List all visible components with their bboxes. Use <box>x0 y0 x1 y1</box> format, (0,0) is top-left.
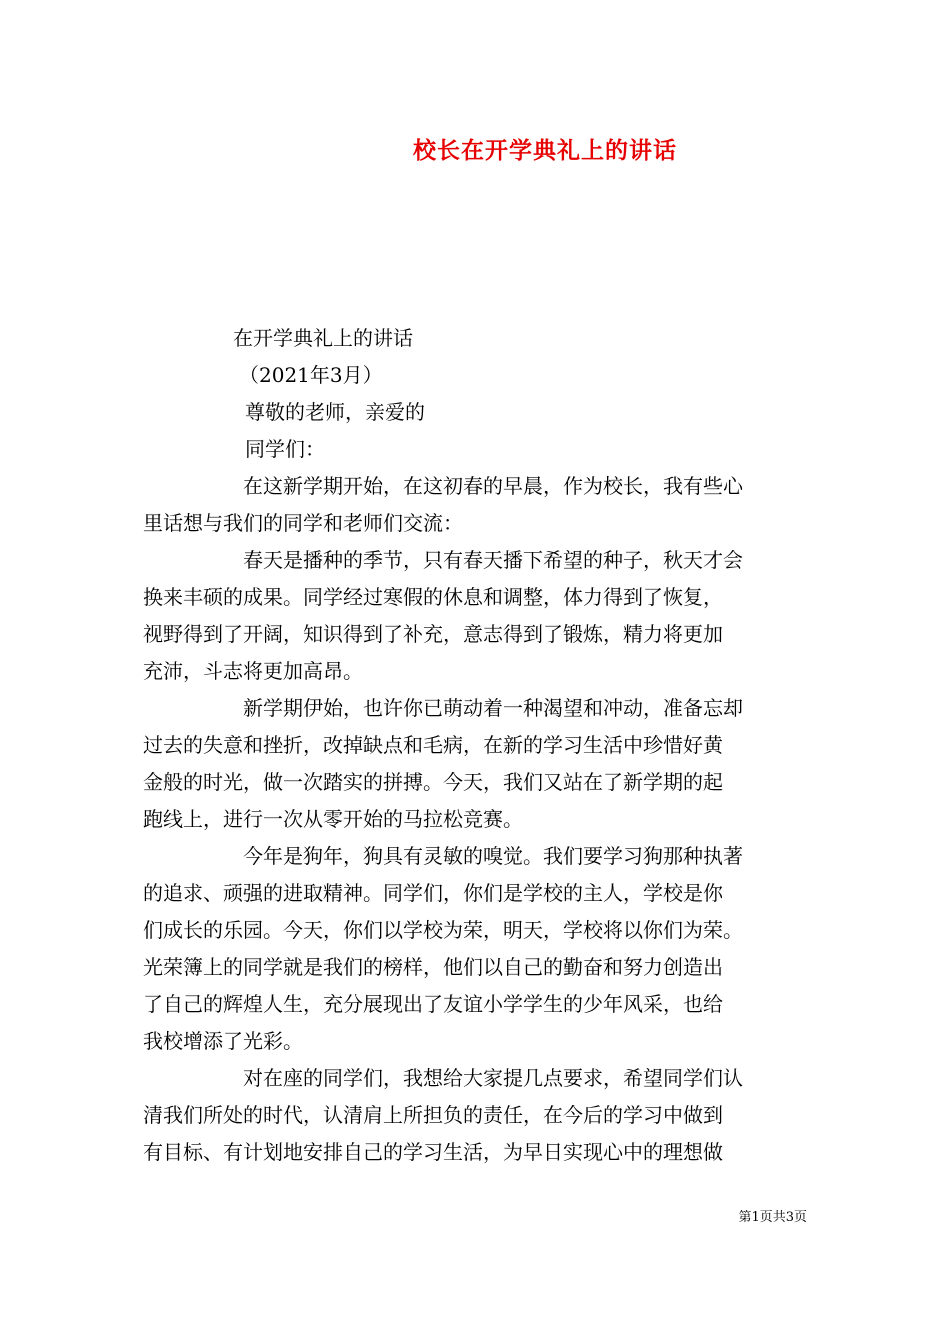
paragraph-line: 的追求、顽强的进取精神。同学们，你们是学校的主人，学校是你 <box>143 881 723 905</box>
paragraph <box>143 542 808 690</box>
heading-line: 在开学典礼上的讲话 <box>233 326 413 350</box>
paragraph-line: 里话想与我们的同学和老师们交流： <box>143 511 463 535</box>
page-indicator: 第1页共3页 <box>738 1210 807 1225</box>
salutation-line: 尊敬的老师，亲爱的 <box>245 400 425 424</box>
paragraph <box>143 468 808 542</box>
paragraph-line: 充沛，斗志将更加高昂。 <box>143 659 363 683</box>
paragraph-line: 过去的失意和挫折，改掉缺点和毛病，在新的学习生活中珍惜好黄 <box>143 733 723 757</box>
paragraph-line: 们成长的乐园。今天，你们以学校为荣，明天，学校将以你们为荣。 <box>143 918 743 942</box>
paragraph-line: 光荣簿上的同学就是我们的榜样，他们以自己的勤奋和努力创造出 <box>143 955 723 979</box>
paragraph-line: 了自己的辉煌人生，充分展现出了友谊小学学生的少年风采，也给 <box>143 992 723 1016</box>
paragraph-line: 跑线上，进行一次从零开始的马拉松竞赛。 <box>143 807 523 831</box>
document-body <box>143 320 808 1171</box>
paragraph <box>143 1060 808 1171</box>
paragraph-line: 换来丰硕的成果。同学经过寒假的休息和调整，体力得到了恢复， <box>143 585 723 609</box>
paragraph <box>143 838 808 1060</box>
date-line: （2021年3月） <box>239 363 383 387</box>
paragraph-line: 对在座的同学们，我想给大家提几点要求，希望同学们认 <box>243 1066 743 1090</box>
salutation-line: 同学们： <box>245 437 325 461</box>
paragraph-line: 春天是播种的季节，只有春天播下希望的种子，秋天才会 <box>243 548 743 572</box>
paragraphs <box>143 468 808 1171</box>
paragraph-line: 视野得到了开阔，知识得到了补充，意志得到了锻炼，精力将更加 <box>143 622 723 646</box>
document-title: 校长在开学典礼上的讲话 <box>413 137 677 164</box>
paragraph-line: 有目标、有计划地安排自己的学习生活，为早日实现心中的理想做 <box>143 1140 723 1164</box>
paragraph-line: 新学期伊始，也许你已萌动着一种渴望和冲动，准备忘却 <box>243 696 743 720</box>
paragraph-line: 清我们所处的时代，认清肩上所担负的责任，在今后的学习中做到 <box>143 1103 723 1127</box>
paragraph-line: 在这新学期开始，在这初春的早晨，作为校长，我有些心 <box>243 474 743 498</box>
paragraph-line: 我校增添了光彩。 <box>143 1029 303 1053</box>
paragraph-line: 今年是狗年，狗具有灵敏的嗅觉。我们要学习狗那种执著 <box>243 844 743 868</box>
paragraph-line: 金般的时光，做一次踏实的拼搏。今天，我们又站在了新学期的起 <box>143 770 723 794</box>
paragraph <box>143 690 808 838</box>
